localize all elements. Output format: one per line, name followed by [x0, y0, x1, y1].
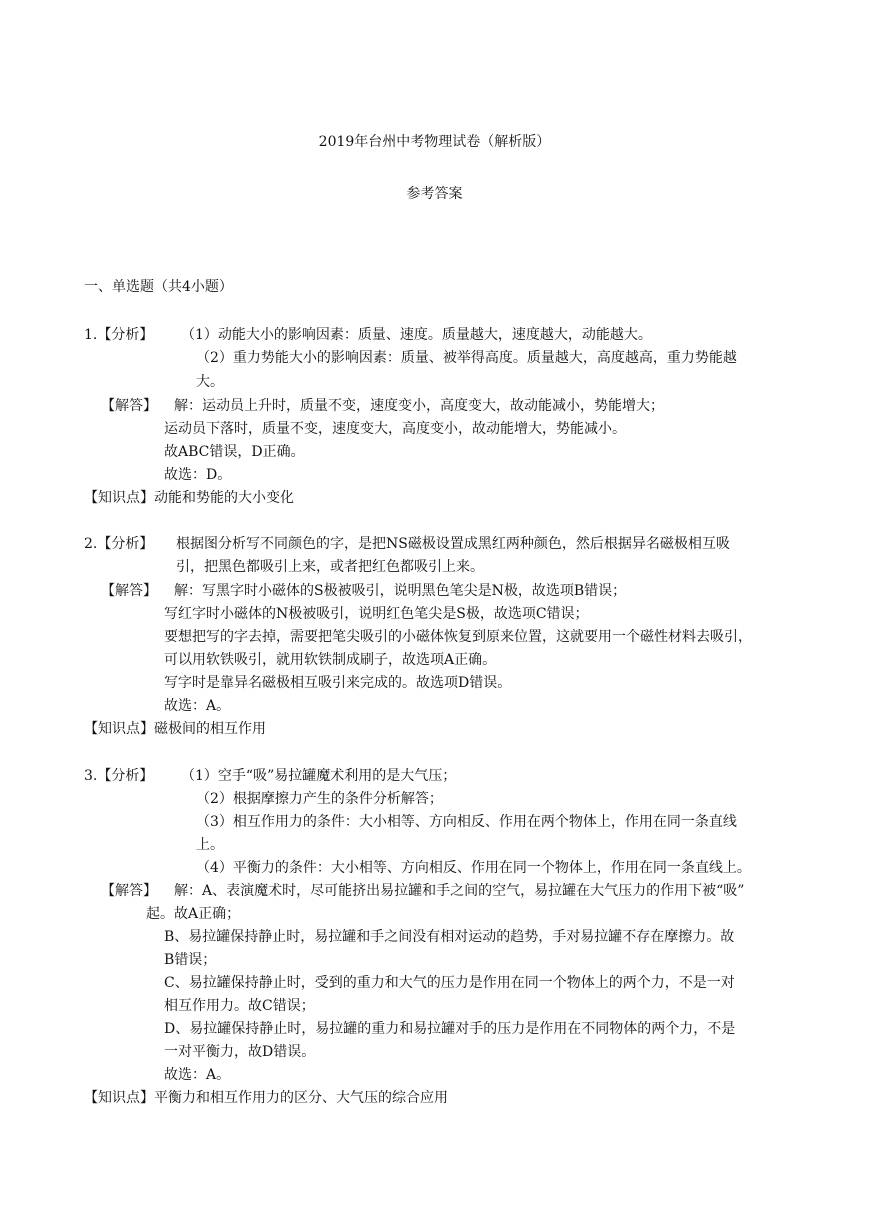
q1-solution-line: 运动员下落时，质量不变，速度变大，高度变小，故动能增大，势能减小。: [164, 421, 626, 437]
q3-solution-line: 故选：A。: [164, 1067, 231, 1083]
q3-solution-line: 解：A、表演魔术时，尽可能挤出易拉罐和手之间的空气，易拉罐在大气压力的作用下被“吸”: [174, 883, 745, 899]
q2-solution-line: 写字时是靠异名磁极相互吸引来完成的。故选项D错误。: [164, 675, 512, 691]
page-subtitle: 参考答案: [406, 186, 463, 202]
q3-solution-line: D、易拉罐保持静止时，易拉罐的重力和易拉罐对手的压力是作用在不同物体的两个力，不是: [164, 1021, 736, 1037]
q3-knowledge-point: 【知识点】平衡力和相互作用力的区分、大气压的综合应用: [84, 1090, 448, 1106]
q2-solution-line: 要想把写的字去掉，需要把笔尖吸引的小磁体恢复到原来位置，这就要用一个磁性材料去吸引，: [164, 629, 752, 645]
q3-solution-label: 【解答】: [101, 883, 157, 899]
q1-solution-line: 故选：D。: [164, 467, 232, 483]
q1-analysis-line: 大。: [196, 374, 224, 390]
q2-analysis-line: 根据图分析写不同颜色的字，是把NS磁极设置成黑红两种颜色，然后根据异名磁极相互吸: [176, 536, 730, 552]
q3-analysis-line: （3）相互作用力的条件：大小相等、方向相反、作用在两个物体上，作用在同一条直线: [196, 814, 737, 830]
q3-solution-line: B错误；: [164, 952, 217, 968]
q3-solution-line: C、易拉罐保持静止时，受到的重力和大气的压力是作用在同一个物体上的两个力，不是一对: [164, 975, 735, 991]
q2-solution-label: 【解答】: [101, 583, 157, 599]
q2-solution-line: 解：写黑字时小磁体的S极被吸引，说明黑色笔尖是N极，故选项B错误；: [174, 583, 627, 599]
q3-solution-line: 一对平衡力，故D错误。: [164, 1044, 316, 1060]
q2-solution-line: 故选：A。: [164, 698, 231, 714]
q3-solution-line: 相互作用力。故C错误；: [164, 998, 315, 1014]
q3-solution-line: B、易拉罐保持静止时，易拉罐和手之间没有相对运动的趋势，手对易拉罐不存在摩擦力。故: [164, 929, 735, 945]
q2-solution-line: 可以用软铁吸引，就用软铁制成刷子，故选项A正确。: [164, 652, 497, 668]
page-title: 2019年台州中考物理试卷（解析版）: [318, 134, 551, 150]
q1-solution-line: 故ABC错误，D正确。: [164, 444, 305, 460]
q3-analysis-label: 3.【分析】: [84, 768, 154, 784]
q3-analysis-line: （2）根据摩擦力产生的条件分析解答；: [196, 791, 443, 807]
q1-solution-line: 解：运动员上升时，质量不变，速度变小，高度变大，故动能减小，势能增大；: [174, 398, 664, 414]
section-heading: 一、单选题（共4小题）: [84, 279, 233, 295]
q3-analysis-line: （1）空手“吸”易拉罐魔术利用的是大气压；: [181, 768, 457, 784]
q2-knowledge-point: 【知识点】磁极间的相互作用: [84, 721, 266, 737]
q2-solution-line: 写红字时小磁体的N极被吸引，说明红色笔尖是S极，故选项C错误；: [164, 606, 589, 622]
q3-analysis-line: （4）平衡力的条件：大小相等、方向相反、作用在同一个物体上，作用在同一条直线上。: [196, 860, 751, 876]
q1-solution-label: 【解答】: [101, 398, 157, 414]
q1-knowledge-point: 【知识点】动能和势能的大小变化: [84, 490, 294, 506]
q1-analysis-line: （2）重力势能大小的影响因素：质量、被举得高度。质量越大，高度越高，重力势能越: [196, 350, 737, 366]
q2-analysis-label: 2.【分析】: [84, 536, 154, 552]
q1-analysis-label: 1.【分析】: [84, 327, 154, 343]
q3-solution-line: 起。故A正确；: [146, 906, 241, 922]
q2-analysis-line: 引，把黑色都吸引上来，或者把红色都吸引上来。: [176, 559, 484, 575]
q3-analysis-line: 上。: [196, 837, 224, 853]
q1-analysis-line: （1）动能大小的影响因素：质量、速度。质量越大，速度越大，动能越大。: [181, 327, 652, 343]
